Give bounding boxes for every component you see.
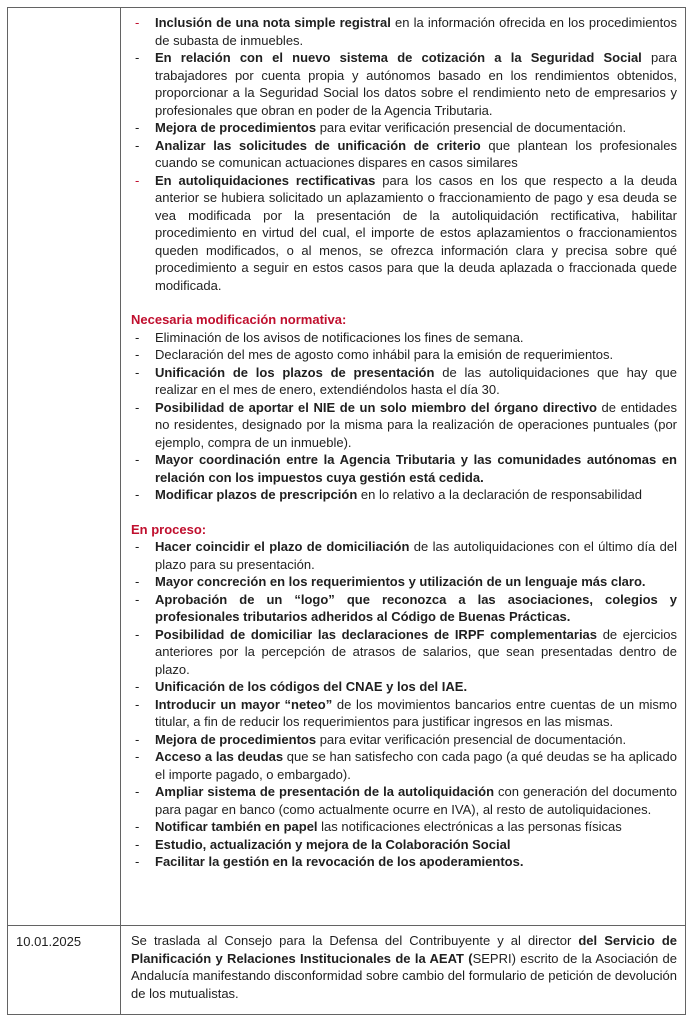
item-bold-text: Unificación de los códigos del CNAE y los del IAE. <box>155 679 468 694</box>
item-rest-text: de ejercicios anteriores por la percepción de atrasos de salarios, que sean presentadas dentro de plazo. <box>155 626 677 677</box>
list-item <box>131 731 677 749</box>
list-item <box>131 14 677 49</box>
item-rest-text: en lo relativo a la declaración de responsabilidad <box>357 487 643 502</box>
dash-marker <box>131 137 155 172</box>
dash-marker <box>131 591 155 626</box>
list-item <box>131 451 677 486</box>
log-table <box>7 7 686 1015</box>
list-item <box>131 748 677 783</box>
table-row-entry <box>8 925 685 1014</box>
entry-text-bold: del Servicio de Planificación y Relaciones Institucionales de la AEAT ( <box>131 933 677 966</box>
entry-paragraph <box>131 932 677 1002</box>
dash-marker <box>131 626 155 679</box>
list-item <box>131 591 677 626</box>
item-rest-text: Eliminación de los avisos de notificaciones los fines de semana. <box>155 329 524 345</box>
dash-marker <box>131 783 155 818</box>
item-bold-text: En relación con el nuevo sistema de cotización a la Seguridad Social <box>155 50 642 65</box>
bullet-list-proceso <box>131 538 677 871</box>
content-cell-entry <box>121 926 685 1014</box>
list-item <box>131 329 677 347</box>
item-bold-text: Posibilidad de domiciliar las declaraciones de IRPF complementarias <box>155 626 598 642</box>
list-item <box>131 783 677 818</box>
dash-marker <box>131 49 155 119</box>
dash-marker <box>131 748 155 783</box>
dash-marker <box>131 346 155 364</box>
list-item <box>131 696 677 731</box>
list-item <box>131 486 677 504</box>
dash-marker <box>131 818 155 836</box>
bullet-list-normativa <box>131 329 677 504</box>
item-rest-text: de los movimientos bancarios entre cuentas de un mismo titular, a fin de reducir los requerimientos para justificar ingresos en las mismas. <box>155 696 677 729</box>
item-bold-text: Facilitar la gestión en la revocación de los apoderamientos. <box>155 854 524 869</box>
item-bold-text: Analizar las solicitudes de unificación de criterio <box>155 137 481 153</box>
item-rest-text: para los casos en los que respecto a la deuda anterior se hubiera solicitado un aplazamiento o fraccionamiento de pago y esa deuda se vea modificada por la presentación de la autoliquidación rectificativa, habilitar procedimiento en virtud del cual, el importe de estos aplazamientos o fraccionamientos queden modificados, o al menos, se ofrezca información clara y precisa sobre qué procedimiento a seguir en estos casos para que la deuda aplazada o fraccionada quede modificada. <box>155 172 678 293</box>
item-bold-text: Mejora de procedimientos <box>155 120 317 135</box>
content-cell-measures <box>121 8 685 925</box>
dash-marker <box>131 451 155 486</box>
item-bold-text: Estudio, actualización y mejora de la Colaboración Social <box>155 836 511 852</box>
dash-marker <box>131 364 155 399</box>
dash-marker <box>131 172 155 295</box>
item-bold-text: Aprobación de un “logo” que reconozca a las asociaciones, colegios y profesionales tributarios adheridos al Código de Buenas Prácticas. <box>155 591 677 624</box>
list-item <box>131 626 677 679</box>
item-rest-text: en la información ofrecida en los procedimientos de subasta de inmuebles. <box>155 15 678 48</box>
list-item <box>131 399 677 452</box>
item-bold-text: Modificar plazos de prescripción <box>155 487 358 502</box>
item-bold-text: Unificación de los plazos de presentación <box>155 364 435 380</box>
item-rest-text: Declaración del mes de agosto como inhábil para la emisión de requerimientos. <box>155 347 614 362</box>
item-bold-text: Posibilidad de aportar el NIE de un solo miembro del órgano directivo <box>155 399 597 415</box>
item-rest-text: para evitar verificación presencial de documentación. <box>316 120 627 135</box>
item-rest-text: para evitar verificación presencial de documentación. <box>316 731 627 747</box>
list-item <box>131 364 677 399</box>
item-bold-text: Inclusión de una nota simple registral <box>155 15 391 30</box>
item-bold-text: Notificar también en papel <box>155 819 318 834</box>
item-rest-text: las notificaciones electrónicas a las personas físicas <box>317 819 622 834</box>
section-heading-normativa: Necesaria modificación normativa: <box>131 312 347 327</box>
item-rest-text: con generación del documento para pagar en banco (como actualmente ocurre en IVA), al resto de autoliquidaciones. <box>155 784 677 817</box>
item-bold-text: Mejora de procedimientos <box>155 731 317 747</box>
dash-marker <box>131 573 155 591</box>
item-rest-text: de las autoliquidaciones que hay que realizar en el mes de enero, extendiéndolos hasta el día 30. <box>155 364 677 397</box>
dash-marker <box>131 329 155 347</box>
item-bold-text: En autoliquidaciones rectificativas <box>155 172 376 188</box>
list-item <box>131 678 677 696</box>
list-item <box>131 346 677 364</box>
item-bold-text: Introducir un mayor “neteo” <box>155 696 333 712</box>
list-item <box>131 49 677 119</box>
item-bold-text: Acceso a las deudas <box>155 749 284 764</box>
list-item <box>131 172 677 295</box>
list-item <box>131 573 677 591</box>
date-cell-empty <box>8 8 121 925</box>
entry-text-post: SEPRI) escrito de la Asociación de Andalucía manifestando disconformidad sobre cambio del formulario de petición de devolución de los mutualistas. <box>131 950 677 1001</box>
item-rest-text: que se han satisfecho con cada pago (a qué deudas se ha aplicado el importe pagado, o embargado). <box>155 749 677 782</box>
list-item <box>131 538 677 573</box>
dash-marker <box>131 731 155 749</box>
item-rest-text: de entidades no residentes, designado por la misma para la realización de operaciones puntuales (por ejemplo, compra de un inmueble). <box>155 399 677 450</box>
item-bold-text: Mayor coordinación entre la Agencia Tributaria y las comunidades autónomas en relación con los impuestos cuya gestión está cedida. <box>155 452 677 485</box>
item-rest-text: de las autoliquidaciones con el último día del plazo para su presentación. <box>155 539 677 572</box>
dash-marker <box>131 853 155 871</box>
item-bold-text: Mayor concreción en los requerimientos y utilización de un lenguaje más claro. <box>155 574 646 589</box>
entry-text-pre: Se traslada al Consejo para la Defensa del Contribuyente y al director <box>131 933 579 948</box>
table-row-continuation <box>8 8 685 925</box>
list-item <box>131 119 677 137</box>
section-heading-proceso: En proceso: <box>131 521 207 537</box>
item-rest-text: para trabajadores por cuenta propia y autónomos basado en los rendimientos obtenidos, proporcionar a la Seguridad Social los datos sobre el rendimiento neto de empresarios y profesionales que obran en poder de la Agencia Tributaria. <box>155 50 677 118</box>
dash-marker <box>131 14 155 49</box>
list-item <box>131 137 677 172</box>
dash-marker <box>131 678 155 696</box>
entry-date: 10.01.2025 <box>8 926 121 1014</box>
dash-marker <box>131 836 155 854</box>
list-item <box>131 818 677 836</box>
dash-marker <box>131 696 155 731</box>
dash-marker <box>131 399 155 452</box>
dash-marker <box>131 119 155 137</box>
dash-marker <box>131 538 155 573</box>
item-bold-text: Hacer coincidir el plazo de domiciliación <box>155 539 410 554</box>
list-item <box>131 853 677 871</box>
item-rest-text: que plantean los profesionales cuando se comunican actuaciones dispares en casos similares <box>155 137 677 170</box>
dash-marker <box>131 486 155 504</box>
item-bold-text: Ampliar sistema de presentación de la autoliquidación <box>155 784 495 799</box>
bullet-list-initial <box>131 14 677 294</box>
list-item <box>131 836 677 854</box>
